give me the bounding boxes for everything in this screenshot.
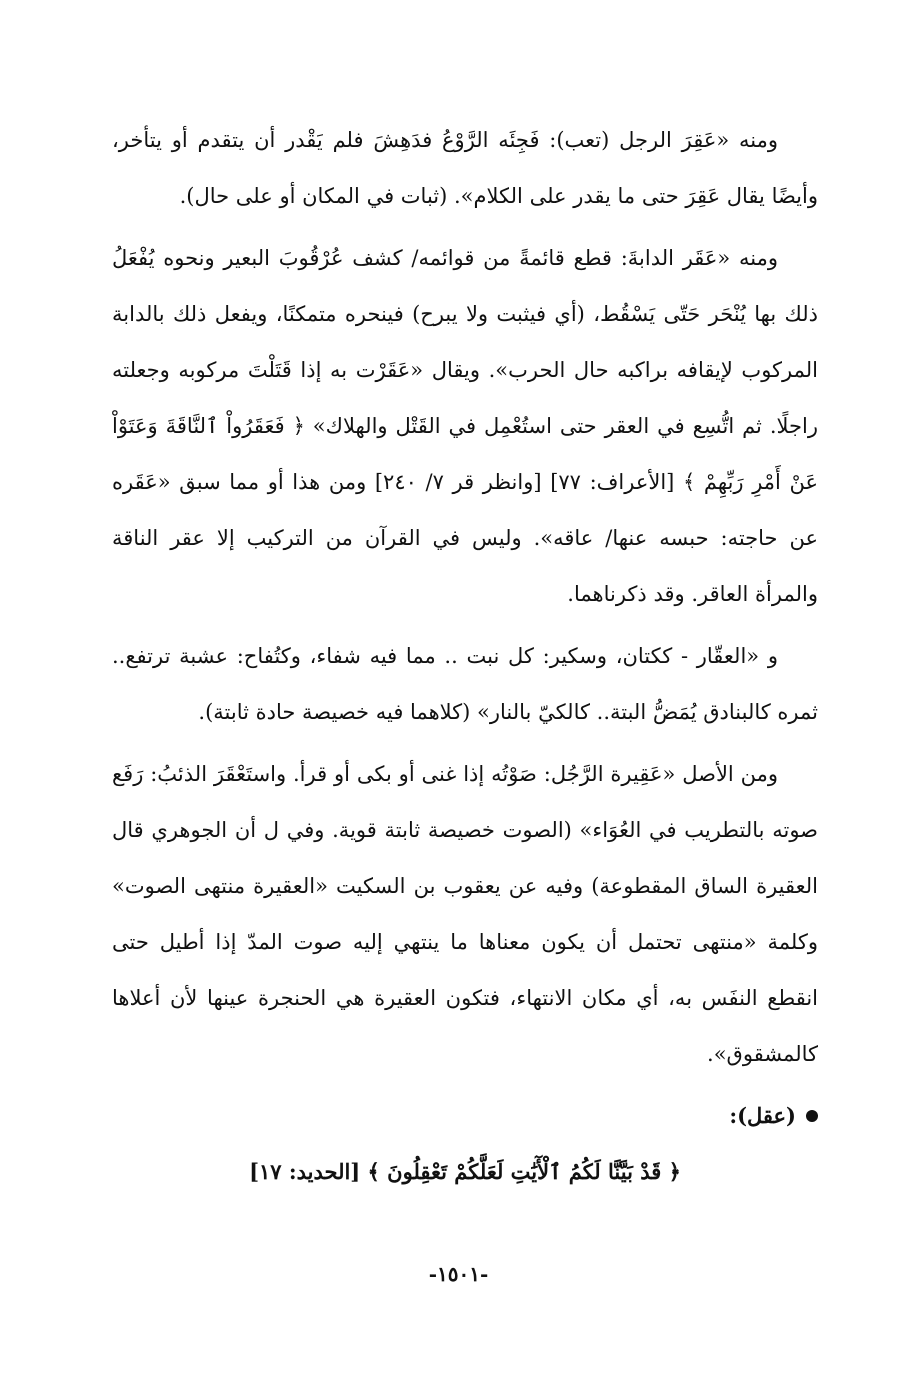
paragraph-aqir-man: ومنه «عَقِرَ الرجل (تعب): فَجِئَه الرَّوْعُ فدَهِشَ فلم يَقْدر أن يتقدم أو يتأخر، وأيضًا يقال عَقِرَ حتى ما يقدر على الكلام». (ثبات في المكان أو على حال). — [112, 128, 818, 208]
paragraph-aqira-voice: ومن الأصل «عَقِيرة الرَّجُل: صَوْتُه إذا غنى أو بكى أو قرأ. واستَعْقَرَ الذئبُ: رَفَع صوته بالتطريب في العُوَاء» (الصوت خصيصة ثابتة قوية. وفي ل أن الجوهري قال العقيرة الساق المقطوعة) وفيه عن يعقوب بن السكيت «العقيرة منتهى الصوت» وكلمة «منتهى تحتمل أن يكون معناها ما ينتهي إليه صوت المدّ إذا أطيل حتى انقطع النفَس به، أي مكان الانتهاء، فتكون العقيرة هي الحنجرة عينها لأن أعلاها كالمشقوق». — [112, 762, 818, 1066]
paragraph-aqar-animal: ومنه «عَقَر الدابةَ: قطع قائمةً من قوائمه/ كشف عُرْقُوبَ البعير ونحوه يُفْعَلُ ذلك بها يُنْحَر حَتّى يَسْقُط، (أي فيثبت ولا يبرح) فينحره متمكنًا، ويفعل ذلك بالدابة المركوب لإيقافه براكبه حال الحرب». ويقال «عَقَرْت به إذا قَتَلْتَ مركوبه وجعلته راجلًا. ثم اتُّسِع في العقر حتى استُعْمِل في القَتْل والهلاك» ﴿ فَعَقَرُواْ ٱلنَّاقَةَ وَعَتَوْاْ عَنْ أَمْرِ رَبِّهِمْ ﴾ [الأعراف: ٧٧] [وانظر قر ٧/ ٢٤٠] ومن هذا أو مما سبق «عَقَره عن حاجته: حبسه عنها/ عاقه». وليس في القرآن من التركيب إلا عقر الناقة والمرأة العاقر. وقد ذكرناهما. — [112, 246, 818, 606]
page-number: -١٥٠١- — [428, 1262, 489, 1286]
section-heading — [112, 1088, 818, 1144]
quran-verse: ﴿ قَدْ بَيَّنَّا لَكُمُ ٱلْأٓيَٰتِ لَعَلَّكُمْ تَعْقِلُونَ ﴾ [الحديد: ١٧] — [249, 1159, 681, 1184]
document-page — [112, 112, 818, 1312]
paragraph-aqqar-plant: و «العقّار - ككتان، وسكير: كل نبت .. مما فيه شفاء، وكتُفاح: عشبة ترتفع.. ثمره كالبنادق يُمَضُّ البتة.. كالكيّ بالنار» (كلاهما فيه خصيصة حادة ثابتة). — [112, 644, 818, 724]
section-heading-text: (عقل): — [729, 1103, 796, 1128]
bullet-icon — [806, 1110, 818, 1122]
